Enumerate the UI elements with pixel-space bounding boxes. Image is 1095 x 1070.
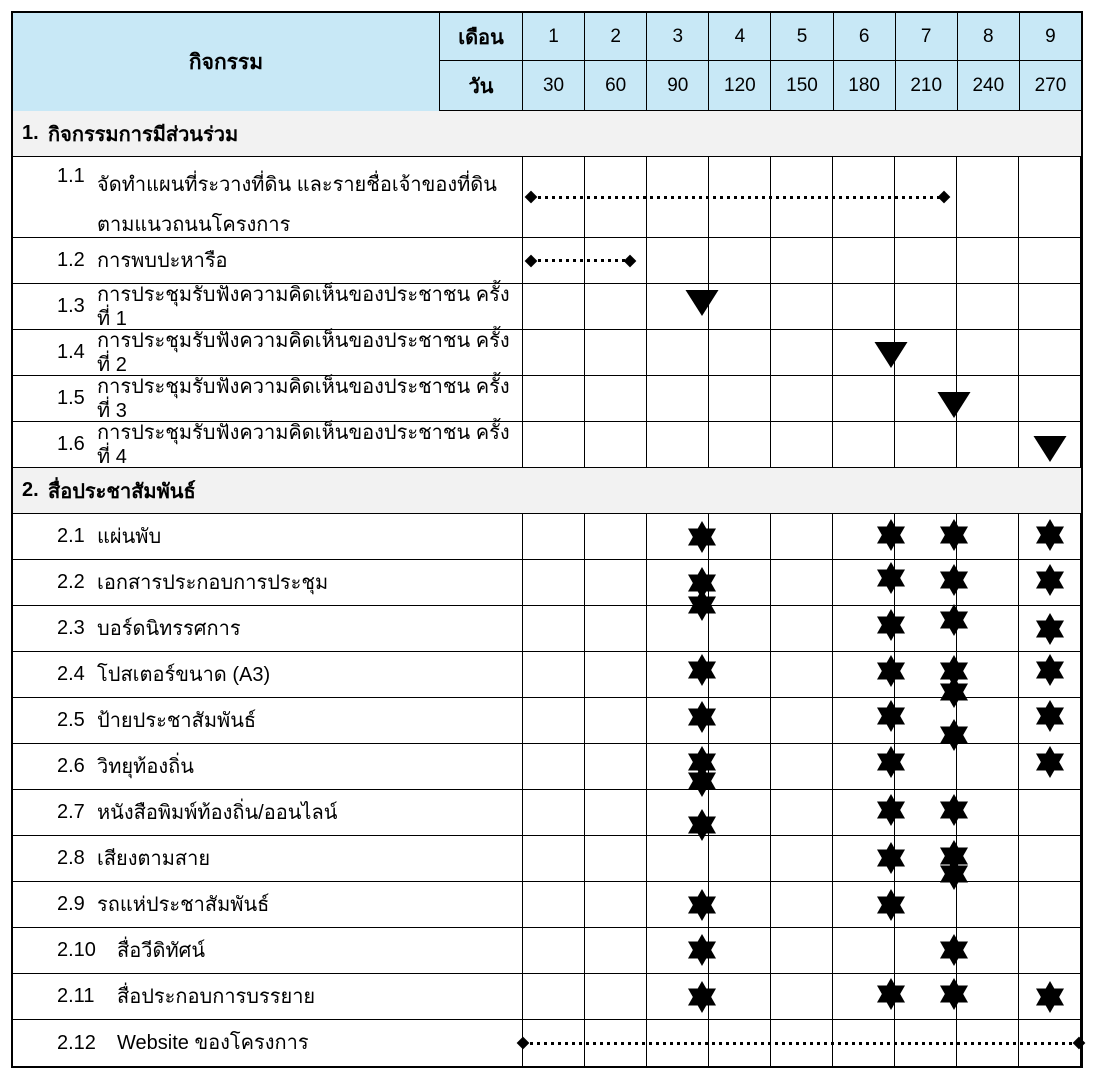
activity-row-1.1 xyxy=(13,157,1081,238)
grid-cell xyxy=(957,330,1019,375)
grid-cell xyxy=(1019,284,1081,329)
grid-cell xyxy=(523,790,585,835)
section-title: กิจกรรมการมีส่วนร่วม xyxy=(48,123,239,146)
grid-cell xyxy=(647,422,709,467)
day-cell-30: 30 xyxy=(523,61,585,110)
timeline-cells xyxy=(523,330,1081,375)
activity-row-1.4 xyxy=(13,330,1081,376)
grid-cell xyxy=(647,560,709,605)
grid-cell xyxy=(957,790,1019,835)
activity-number: 2.10 xyxy=(57,939,96,961)
grid-cell xyxy=(647,974,709,1019)
timeline-cells xyxy=(523,698,1081,743)
grid-cell xyxy=(771,882,833,927)
day-cell-150: 150 xyxy=(771,61,833,110)
grid-cell xyxy=(523,652,585,697)
grid-cell xyxy=(523,698,585,743)
activity-label: ป้ายประชาสัมพันธ์ xyxy=(97,709,257,732)
activity-row-2.11 xyxy=(13,974,1081,1020)
activity-label-cell xyxy=(13,698,523,743)
grid-cell xyxy=(771,330,833,375)
activity-label-cell xyxy=(13,330,523,375)
activity-label: สื่อวีดิทัศน์ xyxy=(117,939,205,962)
activity-number: 1.4 xyxy=(57,341,85,363)
activity-label-cell xyxy=(13,422,523,467)
grid-cell xyxy=(833,652,895,697)
grid-cell xyxy=(585,652,647,697)
activity-number: 2.9 xyxy=(57,893,85,915)
grid-cell xyxy=(709,560,771,605)
activity-number: 1.5 xyxy=(57,387,85,409)
grid-cell xyxy=(895,790,957,835)
activity-number: 2.3 xyxy=(57,617,85,639)
grid-cell xyxy=(895,330,957,375)
grid-cell xyxy=(1019,744,1081,789)
grid-cell xyxy=(771,928,833,973)
timeline-cells xyxy=(523,928,1081,973)
month-cell-4: 4 xyxy=(709,13,771,60)
activity-label: การประชุมรับฟังความคิดเห็นของประชาชน ครั้งที่ 4 xyxy=(97,421,510,468)
activity-label: หนังสือพิมพ์ท้องถิ่น/ออนไลน์ xyxy=(97,801,338,824)
grid-cell xyxy=(647,882,709,927)
grid-cell xyxy=(895,974,957,1019)
grid-cell xyxy=(957,928,1019,973)
section-number: 1. xyxy=(22,122,39,144)
grid-cell xyxy=(709,698,771,743)
grid-cell xyxy=(957,606,1019,651)
grid-cell xyxy=(709,882,771,927)
grid-cell xyxy=(523,514,585,559)
grid-cell xyxy=(895,928,957,973)
grid-cell xyxy=(833,698,895,743)
grid-cell xyxy=(833,928,895,973)
grid-cell xyxy=(1019,376,1081,421)
day-row-label-cell xyxy=(440,61,523,110)
grid-cell xyxy=(523,744,585,789)
activity-row-2.2 xyxy=(13,560,1081,606)
timeline-cells xyxy=(523,422,1081,467)
grid-cell xyxy=(833,284,895,329)
timeline-cells xyxy=(523,284,1081,329)
grid-cell xyxy=(709,974,771,1019)
grid-cell xyxy=(1019,238,1081,283)
grid-cell xyxy=(895,882,957,927)
activity-row-1.2 xyxy=(13,238,1081,284)
activity-row-1.5 xyxy=(13,376,1081,422)
activity-label-cell xyxy=(13,1020,523,1066)
grid-cell xyxy=(647,514,709,559)
grid-cell xyxy=(709,330,771,375)
month-cell-9: 9 xyxy=(1020,13,1081,60)
grid-cell xyxy=(709,790,771,835)
grid-cell xyxy=(585,422,647,467)
grid-cell xyxy=(771,652,833,697)
grid-cell xyxy=(647,606,709,651)
activity-label-cell xyxy=(13,928,523,973)
day-cell-270: 270 xyxy=(1020,61,1081,110)
activity-row-1.3 xyxy=(13,284,1081,330)
activity-label xyxy=(97,165,497,245)
grid-cell xyxy=(585,698,647,743)
grid-cell xyxy=(895,238,957,283)
grid-cell xyxy=(709,376,771,421)
grid-cell xyxy=(709,836,771,881)
activity-number: 2.8 xyxy=(57,847,85,869)
grid-cell xyxy=(585,928,647,973)
gantt-table xyxy=(11,11,1083,1068)
grid-cell xyxy=(957,157,1019,237)
grid-cell xyxy=(585,974,647,1019)
grid-cell xyxy=(895,422,957,467)
grid-cell xyxy=(1019,928,1081,973)
grid-cell xyxy=(523,928,585,973)
grid-cell xyxy=(895,376,957,421)
grid-cell xyxy=(585,514,647,559)
grid-cell xyxy=(895,284,957,329)
activity-label-line2: ตามแนวถนนโครงการ xyxy=(97,214,291,236)
day-row-label: วัน xyxy=(468,75,494,98)
grid-cell xyxy=(647,698,709,743)
grid-cell xyxy=(957,652,1019,697)
dotted-line xyxy=(531,196,944,199)
activity-label: การประชุมรับฟังความคิดเห็นของประชาชน ครั้งที่ 3 xyxy=(97,375,510,422)
activity-number: 2.4 xyxy=(57,663,85,685)
grid-cell xyxy=(647,790,709,835)
day-cell-240: 240 xyxy=(958,61,1020,110)
activity-label-cell xyxy=(13,744,523,789)
timeline-cells xyxy=(523,974,1081,1019)
activity-label: การประชุมรับฟังความคิดเห็นของประชาชน ครั้งที่ 1 xyxy=(97,283,510,330)
activity-row-2.12 xyxy=(13,1020,1081,1066)
grid-cell xyxy=(833,790,895,835)
grid-cell xyxy=(523,330,585,375)
activity-label: โปสเตอร์ขนาด (A3) xyxy=(97,663,271,686)
grid-cell xyxy=(585,882,647,927)
grid-cell xyxy=(1019,157,1081,237)
grid-cell xyxy=(647,744,709,789)
grid-cell xyxy=(957,560,1019,605)
grid-cell xyxy=(647,376,709,421)
section-number: 2. xyxy=(22,479,39,501)
grid-cell xyxy=(833,560,895,605)
activity-label: การพบปะหารือ xyxy=(97,249,228,272)
grid-cell xyxy=(771,376,833,421)
month-row-label: เดือน xyxy=(458,26,504,49)
table-body xyxy=(13,111,1081,1066)
activity-label: สื่อประกอบการบรรยาย xyxy=(117,985,316,1008)
activity-label-cell xyxy=(13,652,523,697)
grid-cell xyxy=(833,974,895,1019)
day-cell-120: 120 xyxy=(709,61,771,110)
grid-cell xyxy=(709,514,771,559)
timeline-cells xyxy=(523,1020,1081,1066)
activity-number: 2.11 xyxy=(57,985,95,1007)
grid-cell xyxy=(585,376,647,421)
activity-label: Website ของโครงการ xyxy=(117,1032,309,1054)
grid-cell xyxy=(709,928,771,973)
activity-label-cell xyxy=(13,974,523,1019)
grid-cell xyxy=(709,284,771,329)
activity-label-cell xyxy=(13,514,523,559)
grid-cell xyxy=(709,652,771,697)
month-cell-3: 3 xyxy=(647,13,709,60)
grid-cell xyxy=(1019,698,1081,743)
grid-cell xyxy=(957,514,1019,559)
activity-number: 2.12 xyxy=(57,1031,96,1054)
grid-cell xyxy=(957,882,1019,927)
grid-cell xyxy=(1019,560,1081,605)
activity-number: 1.2 xyxy=(57,249,85,271)
activity-label-cell xyxy=(13,836,523,881)
section-row-2 xyxy=(13,468,1081,514)
activity-label: รถแห่ประชาสัมพันธ์ xyxy=(97,893,270,916)
grid-cell xyxy=(709,238,771,283)
activity-row-2.10 xyxy=(13,928,1081,974)
grid-cell xyxy=(1019,882,1081,927)
activity-number: 1.6 xyxy=(57,433,85,455)
day-cell-210: 210 xyxy=(896,61,958,110)
timeline-cells xyxy=(523,238,1081,283)
timeline-cells xyxy=(523,514,1081,559)
grid-cell xyxy=(709,606,771,651)
activity-label-cell xyxy=(13,157,523,237)
month-cell-8: 8 xyxy=(958,13,1020,60)
grid-cell xyxy=(771,514,833,559)
activity-number: 2.1 xyxy=(57,525,85,547)
grid-cell xyxy=(895,698,957,743)
day-number-cells xyxy=(523,61,1081,110)
activity-label-cell xyxy=(13,606,523,651)
month-cell-5: 5 xyxy=(771,13,833,60)
activity-label: บอร์ดนิทรรศการ xyxy=(97,617,241,640)
activity-label: เสียงตามสาย xyxy=(97,847,211,870)
activity-label: วิทยุท้องถิ่น xyxy=(97,755,194,778)
timeline-cells xyxy=(523,652,1081,697)
activity-number: 2.5 xyxy=(57,709,85,731)
grid-cell xyxy=(957,376,1019,421)
month-cell-7: 7 xyxy=(896,13,958,60)
activity-label-cell xyxy=(13,882,523,927)
grid-cell xyxy=(771,606,833,651)
grid-cell xyxy=(957,698,1019,743)
grid-cell xyxy=(523,284,585,329)
activity-row-2.8 xyxy=(13,836,1081,882)
timeline-cells xyxy=(523,836,1081,881)
grid-cell xyxy=(833,238,895,283)
grid-cell xyxy=(1019,836,1081,881)
activity-header-label: กิจกรรม xyxy=(188,50,264,74)
month-cell-2: 2 xyxy=(585,13,647,60)
grid-cell xyxy=(523,882,585,927)
grid-cell xyxy=(523,836,585,881)
activity-row-2.9 xyxy=(13,882,1081,928)
grid-cell xyxy=(1019,330,1081,375)
grid-cell xyxy=(833,606,895,651)
grid-cell xyxy=(1019,790,1081,835)
activity-number: 2.6 xyxy=(57,755,85,777)
grid-cell xyxy=(647,330,709,375)
activity-label-line1: จัดทำแผนที่ระวางที่ดิน และรายชื่อเจ้าของที่ดิน xyxy=(97,174,497,196)
activity-row-2.5 xyxy=(13,698,1081,744)
grid-cell xyxy=(709,744,771,789)
month-cell-1: 1 xyxy=(523,13,585,60)
grid-cell xyxy=(1019,514,1081,559)
grid-cell xyxy=(647,928,709,973)
grid-cell xyxy=(523,422,585,467)
grid-cell xyxy=(895,606,957,651)
grid-cell xyxy=(833,330,895,375)
grid-cell xyxy=(833,836,895,881)
activity-row-2.4 xyxy=(13,652,1081,698)
activity-row-1.6 xyxy=(13,422,1081,468)
section-title: สื่อประชาสัมพันธ์ xyxy=(48,480,196,503)
activity-label: เอกสารประกอบการประชุม xyxy=(97,571,329,594)
activity-number: 1.3 xyxy=(57,295,85,317)
grid-cell xyxy=(585,330,647,375)
grid-cell xyxy=(833,376,895,421)
timeline-cells xyxy=(523,744,1081,789)
table-header xyxy=(13,13,1081,111)
timeline-cells xyxy=(523,376,1081,421)
activity-label-cell xyxy=(13,376,523,421)
timeline-cells xyxy=(523,790,1081,835)
activity-label-cell xyxy=(13,560,523,605)
grid-cell xyxy=(585,836,647,881)
activity-label: แผ่นพับ xyxy=(97,525,162,548)
grid-cell xyxy=(1019,606,1081,651)
grid-cell xyxy=(771,698,833,743)
grid-cell xyxy=(585,790,647,835)
grid-cell xyxy=(585,284,647,329)
grid-cell xyxy=(833,422,895,467)
grid-cell xyxy=(585,560,647,605)
grid-cell xyxy=(647,652,709,697)
day-cell-90: 90 xyxy=(647,61,709,110)
grid-cell xyxy=(957,284,1019,329)
grid-cell xyxy=(709,422,771,467)
month-number-cells xyxy=(523,13,1081,60)
grid-cell xyxy=(895,514,957,559)
activity-row-2.7 xyxy=(13,790,1081,836)
timeline-cells xyxy=(523,157,1081,237)
grid-cell xyxy=(523,974,585,1019)
grid-cell xyxy=(771,974,833,1019)
grid-cell xyxy=(1019,974,1081,1019)
grid-cell xyxy=(895,744,957,789)
grid-cell xyxy=(1019,652,1081,697)
grid-cell xyxy=(895,836,957,881)
grid-cell xyxy=(957,238,1019,283)
day-header-row xyxy=(440,61,1081,111)
activity-label-cell xyxy=(13,284,523,329)
activity-row-2.3 xyxy=(13,606,1081,652)
grid-cell xyxy=(895,560,957,605)
grid-cell xyxy=(771,790,833,835)
grid-cell xyxy=(1019,422,1081,467)
month-row-label-cell xyxy=(440,13,523,60)
timeline-cells xyxy=(523,560,1081,605)
grid-cell xyxy=(771,744,833,789)
grid-cell xyxy=(833,882,895,927)
activity-number: 1.1 xyxy=(57,165,85,187)
activity-number: 2.2 xyxy=(57,571,85,593)
section-row-1 xyxy=(13,111,1081,157)
grid-cell xyxy=(647,284,709,329)
month-header-row xyxy=(440,13,1081,61)
timeline-cells xyxy=(523,606,1081,651)
month-cell-6: 6 xyxy=(834,13,896,60)
grid-cell xyxy=(895,652,957,697)
grid-cell xyxy=(771,422,833,467)
grid-cell xyxy=(647,836,709,881)
grid-cell xyxy=(523,560,585,605)
day-cell-60: 60 xyxy=(585,61,647,110)
grid-cell xyxy=(771,284,833,329)
activity-label-cell xyxy=(13,790,523,835)
grid-cell xyxy=(957,744,1019,789)
activity-label-cell xyxy=(13,238,523,283)
grid-cell xyxy=(957,422,1019,467)
day-cell-180: 180 xyxy=(834,61,896,110)
grid-cell xyxy=(957,836,1019,881)
dotted-line xyxy=(523,1042,1079,1045)
grid-cell xyxy=(771,836,833,881)
dotted-line xyxy=(531,259,630,262)
grid-cell xyxy=(957,974,1019,1019)
grid-cell xyxy=(771,560,833,605)
activity-label: การประชุมรับฟังความคิดเห็นของประชาชน ครั้งที่ 2 xyxy=(97,329,510,376)
grid-cell xyxy=(833,514,895,559)
grid-cell xyxy=(771,238,833,283)
activity-number: 2.7 xyxy=(57,801,85,823)
activity-row-2.6 xyxy=(13,744,1081,790)
activity-row-2.1 xyxy=(13,514,1081,560)
grid-cell xyxy=(585,744,647,789)
activity-header-cell xyxy=(13,13,440,111)
grid-cell xyxy=(585,606,647,651)
grid-cell xyxy=(523,376,585,421)
grid-cell xyxy=(647,238,709,283)
grid-cell xyxy=(523,606,585,651)
grid-cell xyxy=(833,744,895,789)
timeline-cells xyxy=(523,882,1081,927)
